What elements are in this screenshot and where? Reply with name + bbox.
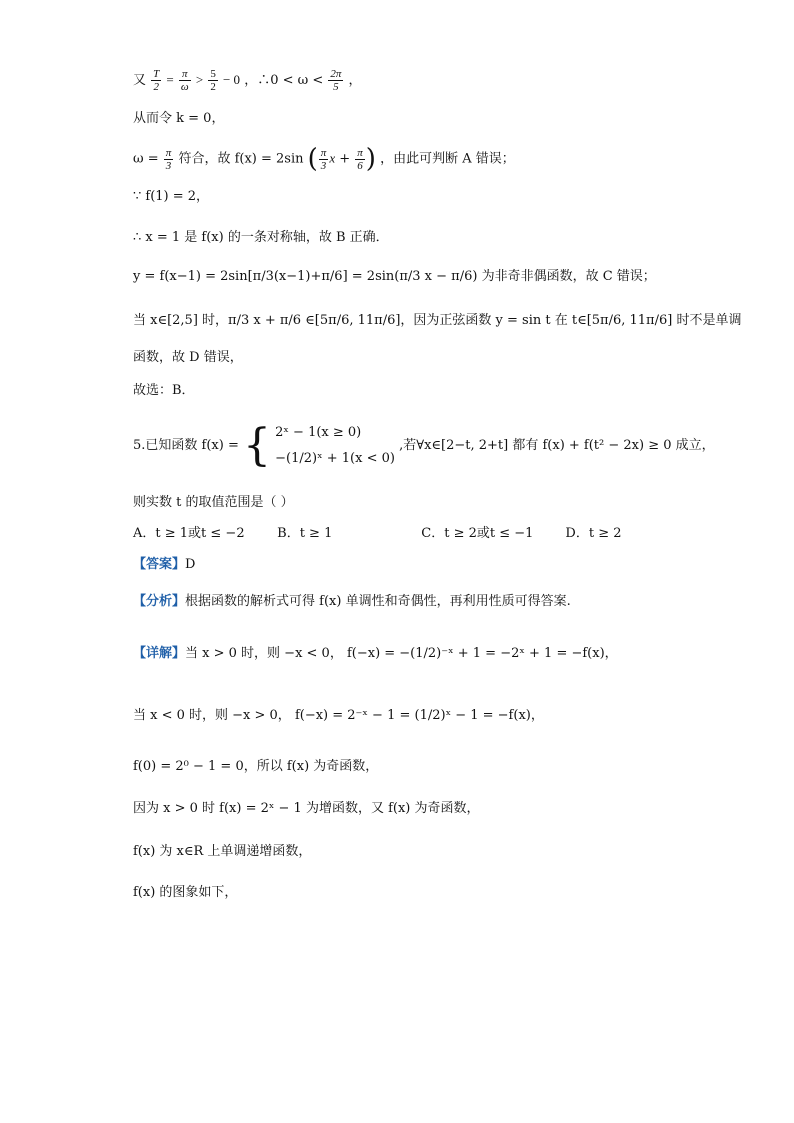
fraction-5-over-2: $\frac{5}{2}$ <box>210 68 216 93</box>
option-a: A．t ≥ 1或t ≤ −2 <box>133 526 245 541</box>
line-1-prefix: 又 <box>133 73 147 88</box>
analysis-line <box>133 593 571 611</box>
piecewise-case-1: 2ˣ − 1(x ≥ 0) <box>275 425 362 440</box>
analysis-tag: 【分析】 <box>133 594 186 609</box>
text-line-4: ∵ f(1) = 2， <box>133 189 210 204</box>
line-3-suffix: ，由此可判断 A 错误； <box>380 151 515 167</box>
line-3-middle: 符合，故 f(x) = 2sin <box>178 151 304 167</box>
answer-options <box>133 525 665 543</box>
text-line-2: 从而令 k = 0， <box>133 111 225 126</box>
option-b: B．t ≥ 1 <box>277 526 333 541</box>
fraction-2pi-over-5: $\frac{2\pi}{5}$ <box>330 68 342 93</box>
text-line-11: 则实数 t 的取值范围是（ ） <box>133 495 294 510</box>
line-1-inequality: ，∴0 < ω < <box>244 73 324 88</box>
answer-tag: 【答案】 <box>133 557 186 572</box>
text-line-5: ∴ x = 1 是 f(x) 的一条对称轴，故 B 正确． <box>133 230 389 245</box>
text-line-9: 故选：B． <box>133 383 195 398</box>
text-line-19: f(x) 为 x∈R 上单调递增函数， <box>133 844 312 859</box>
detail-text: 当 x > 0 时，则 −x < 0， f(−x) = −(1/2)⁻ˣ + 1 = −2ˣ + 1 = −f(x)， <box>185 646 618 661</box>
piecewise-case-2: −(1/2)ˣ + 1(x < 0) <box>275 451 395 466</box>
line-3-prefix: ω = <box>133 151 159 167</box>
text-line-6: y = f(x−1) = 2sin[π/3(x−1)+π/6] = 2sin(π/3 x − π/6) 为非奇非偶函数，故 C 错误； <box>133 269 656 284</box>
answer-line <box>133 556 195 574</box>
question-5-prefix: 5.已知函数 f(x) = <box>133 438 239 453</box>
piecewise-cases <box>275 420 395 472</box>
option-c: C．t ≥ 2或t ≤ −1 <box>421 526 534 541</box>
text-line-7: 当 x∈[2,5] 时，π/3 x + π/6 ∈[5π/6, 11π/6]，因为正弦函数 y = sin t 在 t∈[5π/6, 11π/6] 时不是单调 <box>133 313 742 328</box>
detail-tag: 【详解】 <box>133 646 186 661</box>
fraction-pi-over-3: $\frac{\pi}{3}$ <box>165 146 172 172</box>
option-d: D．t ≥ 2 <box>565 526 622 541</box>
text-line-8: 函数，故 D 错误， <box>133 350 243 365</box>
question-5-suffix: ,若∀x∈[2−t, 2+t] 都有 f(x) + f(t² − 2x) ≥ 0 成立， <box>399 438 715 453</box>
answer-value: D <box>185 557 196 572</box>
analysis-text: 根据函数的解析式可得 f(x) 单调性和奇偶性，再利用性质可得答案. <box>185 594 571 609</box>
text-line-3: ω = $\frac{\pi}{3}$ 符合，故 f(x) = 2sin ( $\frac{\pi}{3}$ x + $\frac{\pi}{6}$ ) ，由此可判断 A 错误； <box>133 144 515 174</box>
line-1-suffix: ， <box>348 73 362 88</box>
fraction-t-over-2: $\frac{T}{2}$ <box>153 68 160 93</box>
fraction-pi-over-omega: $\frac{\pi}{\omega}$ <box>180 68 189 93</box>
text-line-20: f(x) 的图象如下， <box>133 885 238 900</box>
detail-line <box>133 645 618 663</box>
question-5-statement: 5.已知函数 f(x) = { 2ˣ − 1(x ≥ 0) −(1/2)ˣ + 1(x < 0) ,若∀x∈[2−t, 2+t] 都有 f(x) + f(t² − 2x) ≥ 0 成立， <box>133 420 715 471</box>
text-line-17: f(0) = 2⁰ − 1 = 0，所以 f(x) 为奇函数， <box>133 759 379 774</box>
text-line-18: 因为 x > 0 时 f(x) = 2ˣ − 1 为增函数，又 f(x) 为奇函数， <box>133 801 480 816</box>
text-line-16: 当 x < 0 时，则 −x > 0， f(−x) = 2⁻ˣ − 1 = (1/2)ˣ − 1 = −f(x)， <box>133 708 544 723</box>
text-line-1: 又 $\frac{T}{2}$ = $\frac{\pi}{\omega}$ > $\frac{5}{2}$ − 0 ，∴0 < ω < $\frac{2\pi}{5}$ ， <box>133 68 362 93</box>
